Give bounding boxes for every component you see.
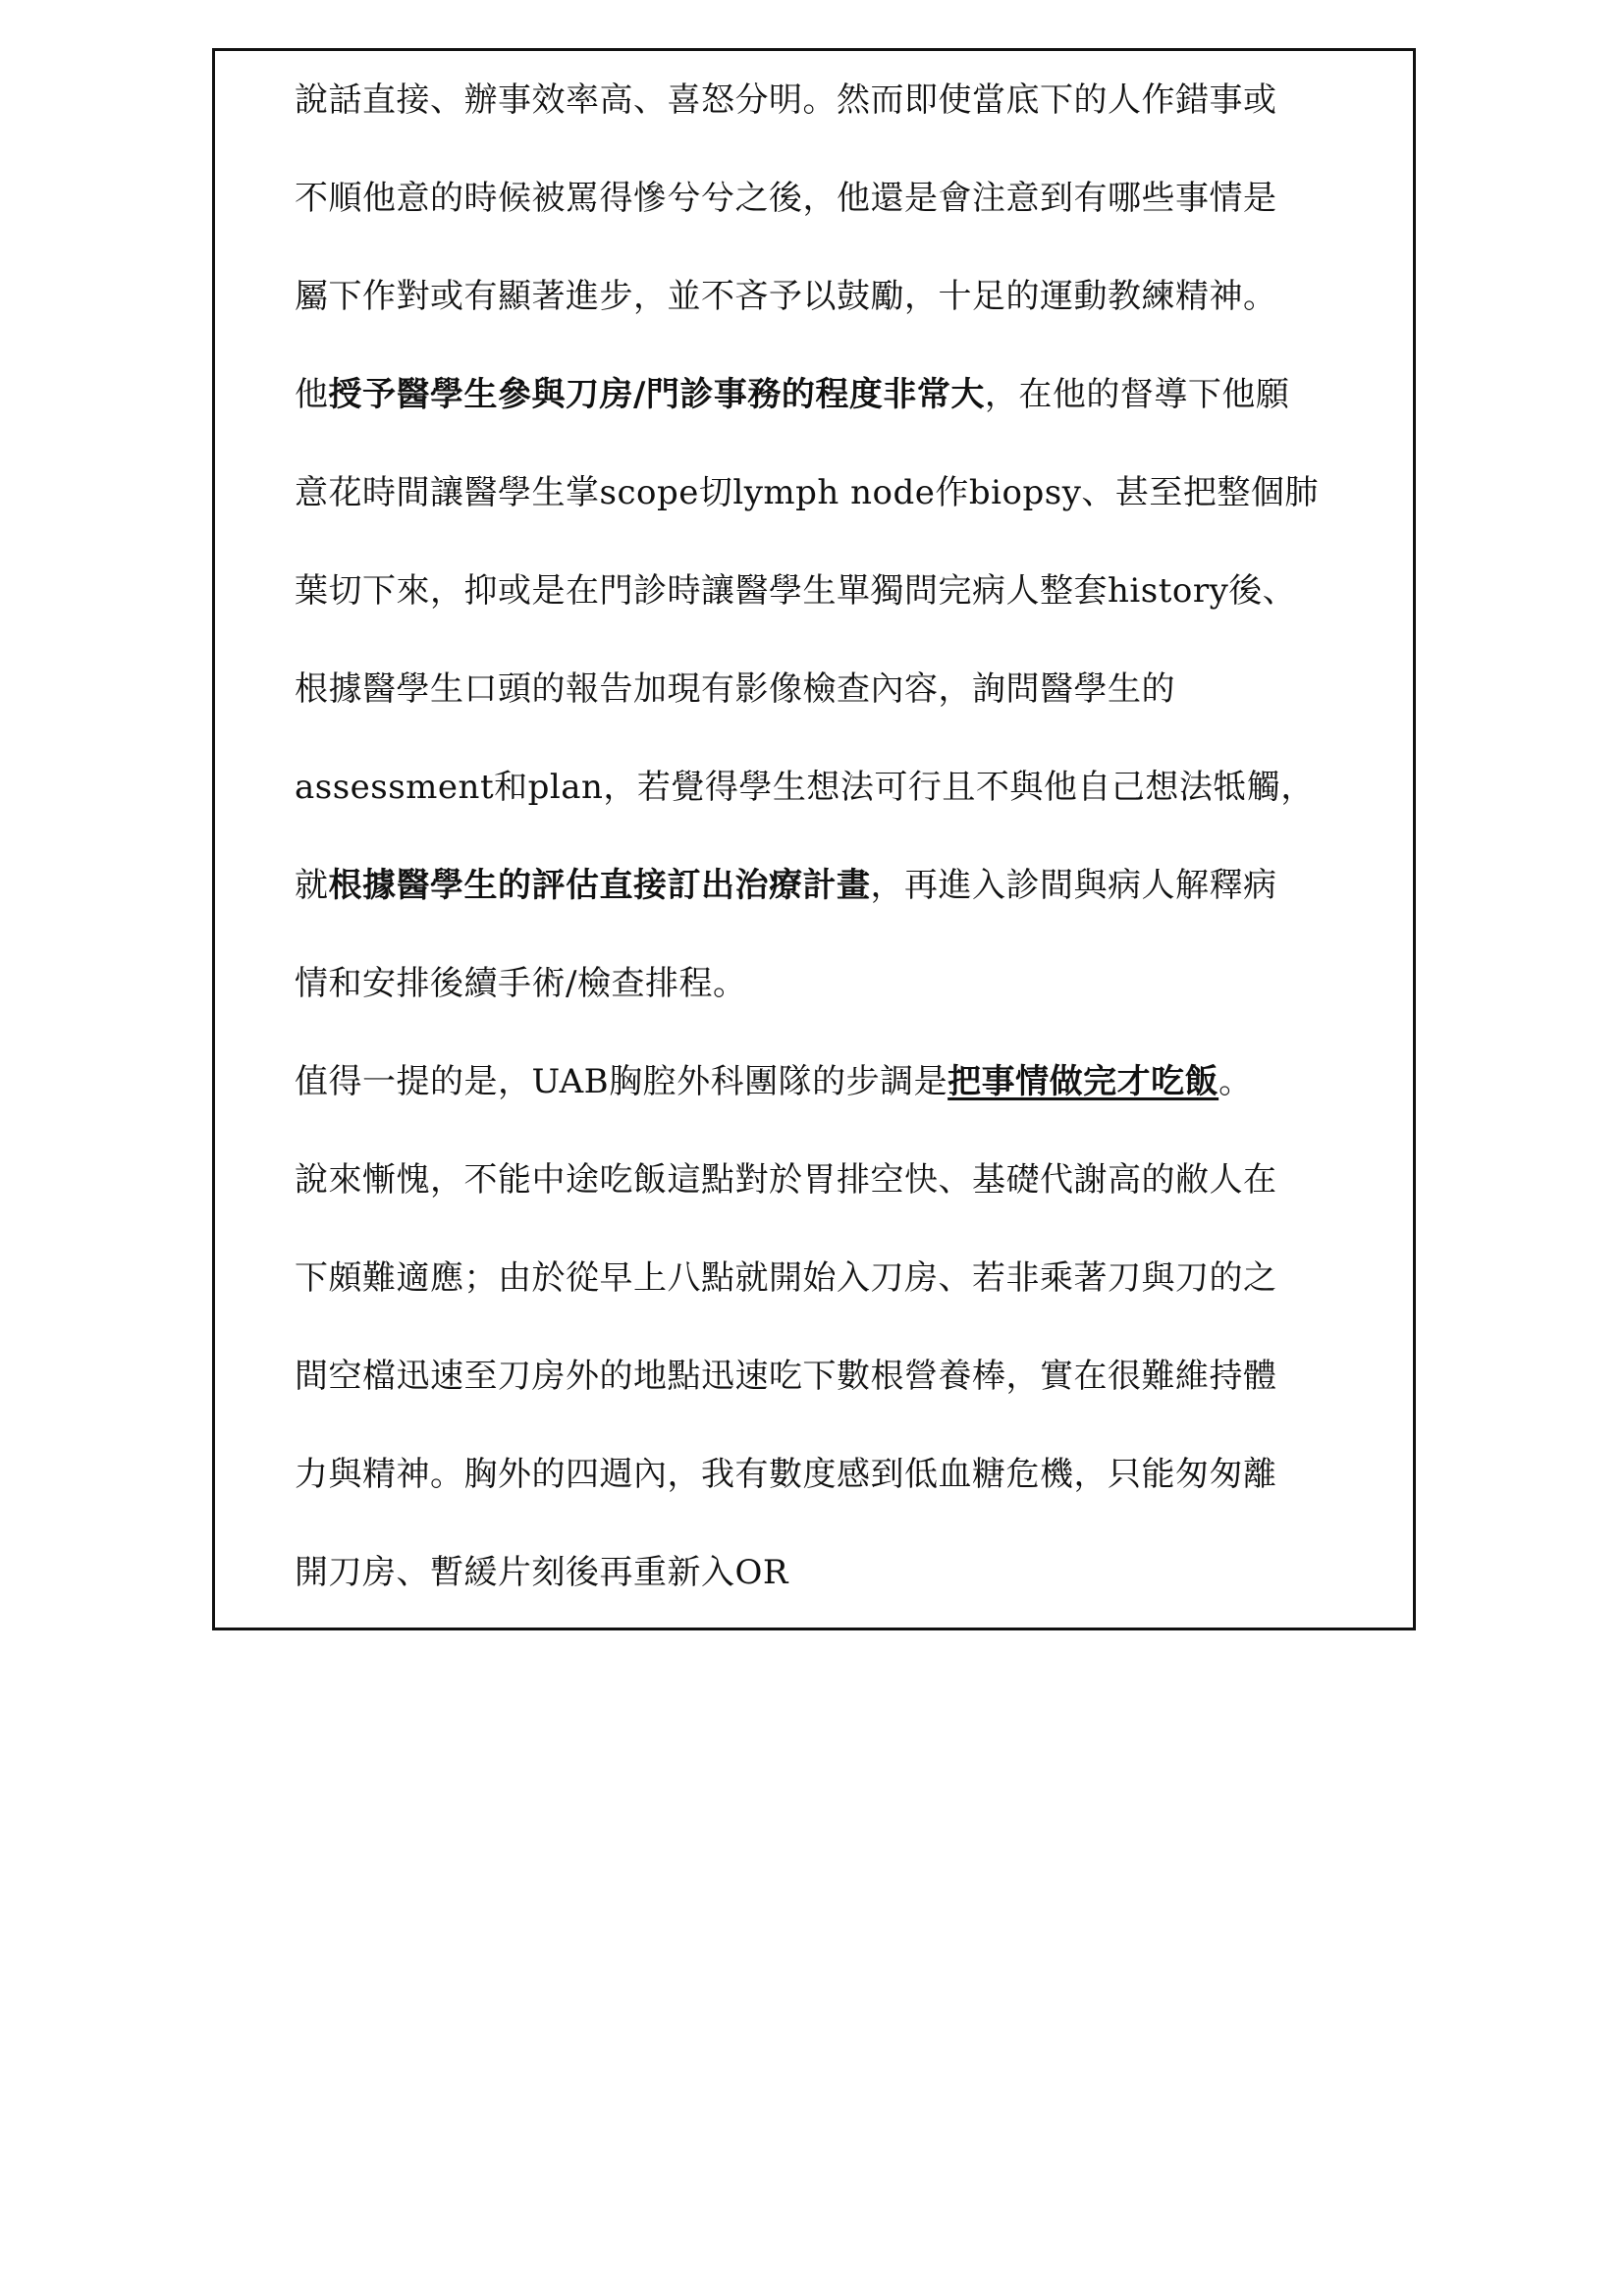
- text-segment: 開刀房、暫緩片刻後再重新入OR: [295, 1553, 788, 1592]
- text-line: [295, 277, 1277, 316]
- text-segment: 值得一提的是，UAB胸腔外科團隊的步調是: [295, 1062, 948, 1101]
- text-line: [295, 1160, 1277, 1200]
- text-line: [295, 1553, 788, 1592]
- text-line: [295, 179, 1277, 218]
- text-line: [295, 571, 1296, 611]
- text-segment: 。: [1218, 1062, 1253, 1101]
- text-segment: 他: [295, 375, 329, 414]
- text-line: [295, 1258, 1277, 1298]
- text-line: [295, 669, 1175, 709]
- text-segment: 力與精神。胸外的四週內，我有數度感到低血糖危機，只能匆匆離: [295, 1455, 1277, 1494]
- text-segment: 就: [295, 866, 329, 905]
- text-segment: 不順他意的時候被罵得慘兮兮之後，他還是會注意到有哪些事情是: [295, 179, 1277, 218]
- text-segment: ，再進入診間與病人解釋病: [870, 866, 1277, 905]
- text-segment: 說話直接、辦事效率高、喜怒分明。然而即使當底下的人作錯事或: [295, 80, 1277, 120]
- text-segment: 間空檔迅速至刀房外的地點迅速吃下數根營養棒，實在很難維持體: [295, 1357, 1277, 1396]
- text-segment: ，在他的督導下他願: [984, 375, 1290, 414]
- bold-emphasis: 根據醫學生的評估直接訂出治療計畫: [328, 866, 871, 905]
- text-segment: 葉切下來，抑或是在門診時讓醫學生單獨問完病人整套history後、: [295, 571, 1297, 611]
- text-line: [295, 375, 1289, 414]
- text-line: [295, 1357, 1277, 1396]
- text-line: [295, 1455, 1277, 1494]
- text-segment: 下頗難適應；由於從早上八點就開始入刀房、若非乘著刀與刀的之: [295, 1258, 1277, 1298]
- text-line: [295, 866, 1277, 905]
- bold-emphasis: 授予醫學生參與刀房/門診事務的程度非常大: [328, 375, 985, 414]
- text-segment: 說來慚愧，不能中途吃飯這點對於胃排空快、基礎代謝高的敝人在: [295, 1160, 1277, 1200]
- text-segment: assessment和plan，若覺得學生想法可行且不與他自己想法牴觸，: [295, 768, 1315, 807]
- bold-underlined-emphasis: 把事情做完才吃飯: [947, 1062, 1219, 1101]
- text-line: [295, 1062, 1253, 1101]
- text-line: [295, 964, 746, 1003]
- text-segment: 情和安排後續手術/檢查排程。: [295, 964, 747, 1003]
- text-segment: 屬下作對或有顯著進步，並不吝予以鼓勵，十足的運動教練精神。: [295, 277, 1277, 316]
- text-segment: 意花時間讓醫學生掌scope切lymph node作biopsy、甚至把整個肺: [295, 473, 1319, 512]
- text-line: [295, 473, 1319, 512]
- text-line: [295, 80, 1277, 120]
- text-line: [295, 768, 1315, 807]
- text-segment: 根據醫學生口頭的報告加現有影像檢查內容，詢問醫學生的: [295, 669, 1175, 709]
